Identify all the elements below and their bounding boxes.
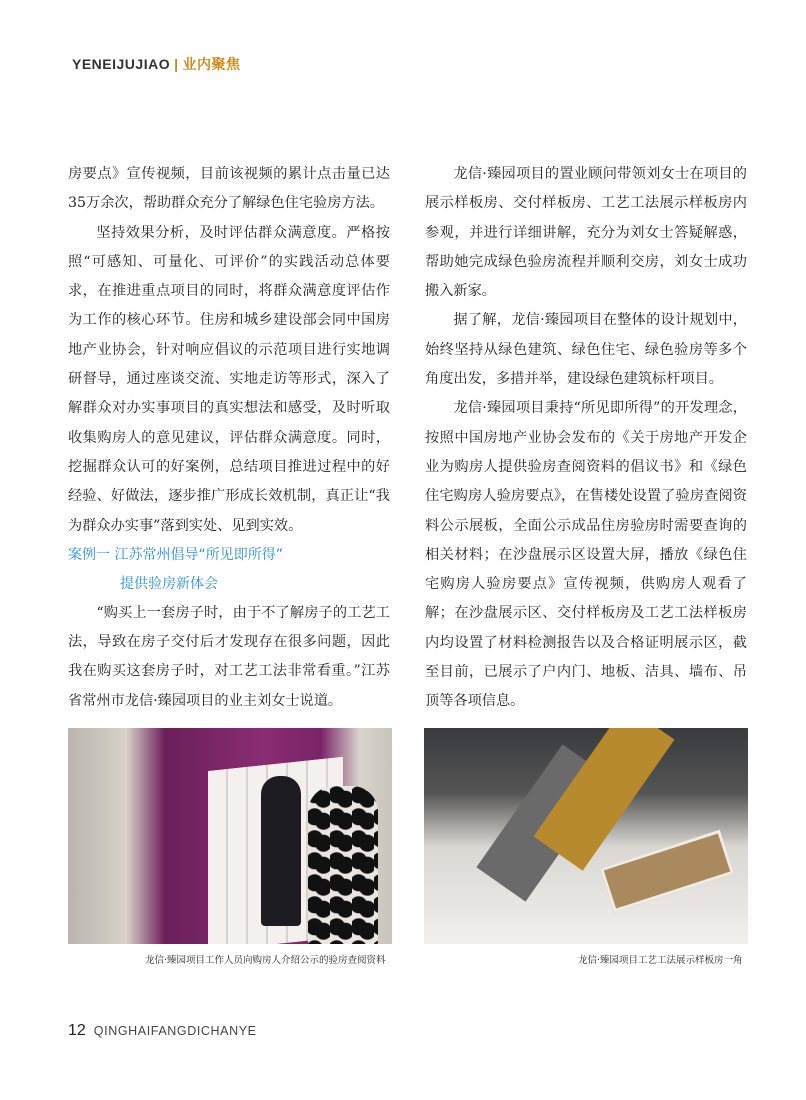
header-brand: YENEIJUJIAO (72, 56, 171, 72)
left-paragraph-3: “购买上一套房子时，由于不了解房子的工艺工法，导致在房子交付后才发现存在很多问题，因此我在购买这套房子时，对工艺工法非常看重。”江苏省常州市龙信·臻园项目的业主刘女士说道。 (68, 604, 390, 709)
left-paragraph-2: 坚持效果分析，及时评估群众满意度。严格按照“可感知、可量化、可评价”的实践活动总体要求，在推进重点项目的同时，将群众满意度评估作为工作的核心环节。住房和城乡建设部会同中国房地产业协会，针对响应倡议的示范项目进行实地调研督导，通过座谈交流、实地走访等形式，深入了解群众对办实事项目的真实想法和感受，及时听取收集购房人的意见建议，评估群众满意度。同时，挖掘群众认可的好案例，总结项目推进过程中的好经验、好做法，逐步推广形成长效机制，真正让“我为群众办实事”落到实处、见到实效。 (68, 224, 390, 534)
case-subtitle: 提供验房新体会 (120, 575, 218, 592)
case-title: 案例一 江苏常州倡导“所见即所得” (68, 546, 283, 563)
photo-caption-2: 龙信·臻园项目工艺工法展示样板房一角 (578, 955, 743, 966)
photo-caption-1: 龙信·臻园项目工作人员向购房人介绍公示的验房查阅资料 (145, 955, 386, 966)
page-header (72, 54, 241, 74)
header-separator: | (174, 56, 179, 72)
right-paragraph-3: 龙信·臻园项目秉持“所见即所得”的开发理念，按照中国房地产业协会发布的《关于房地产开发企业为购房人提供验房查阅资料的倡议书》和《绿色住宅购房人验房要点》，在售楼处设置了验房查阅资料公示展板，全面公示成品住房验房时需要查询的相关材料；在沙盘展示区设置大屏，播放《绿色住宅购房人验房要点》宣传视频，供购房人观看了解；在沙盘展示区、交付样板房及工艺工法样板房内均设置了材料检测报告以及合格证明展示区，截至目前，已展示了户内门、地板、洁具、墙布、吊顶等各项信息。 (425, 400, 747, 710)
page-footer (68, 1022, 257, 1040)
staff-figure-image (261, 776, 301, 926)
photo-ceiling-showroom (424, 728, 748, 944)
magazine-name: QINGHAIFANGDICHANYE (93, 1024, 257, 1038)
right-paragraph-2: 据了解，龙信·臻园项目在整体的设计规划中，始终坚持从绿色建筑、绿色住宅、绿色验房等多个角度出发，多措并举，建设绿色建筑标杆项目。 (425, 312, 747, 388)
right-paragraph-1: 龙信·臻园项目的置业顾问带领刘女士在项目的展示样板房、交付样板房、工艺工法展示样板房内参观，并进行详细讲解，充分为刘女士答疑解惑，帮助她完成绿色验房流程并顺利交房，刘女士成功搬入新家。 (425, 166, 747, 300)
header-section: 业内聚焦 (182, 57, 241, 73)
photo-display-board (68, 728, 392, 944)
ceiling-panel (600, 830, 734, 913)
page-number: 12 (68, 1022, 86, 1039)
buyer-figure-image (308, 786, 378, 944)
left-column (68, 160, 390, 716)
left-paragraph-1: 房要点》宣传视频，目前该视频的累计点击量已达35万余次，帮助群众充分了解绿色住宅验房方法。 (68, 166, 390, 212)
right-column (425, 160, 747, 717)
